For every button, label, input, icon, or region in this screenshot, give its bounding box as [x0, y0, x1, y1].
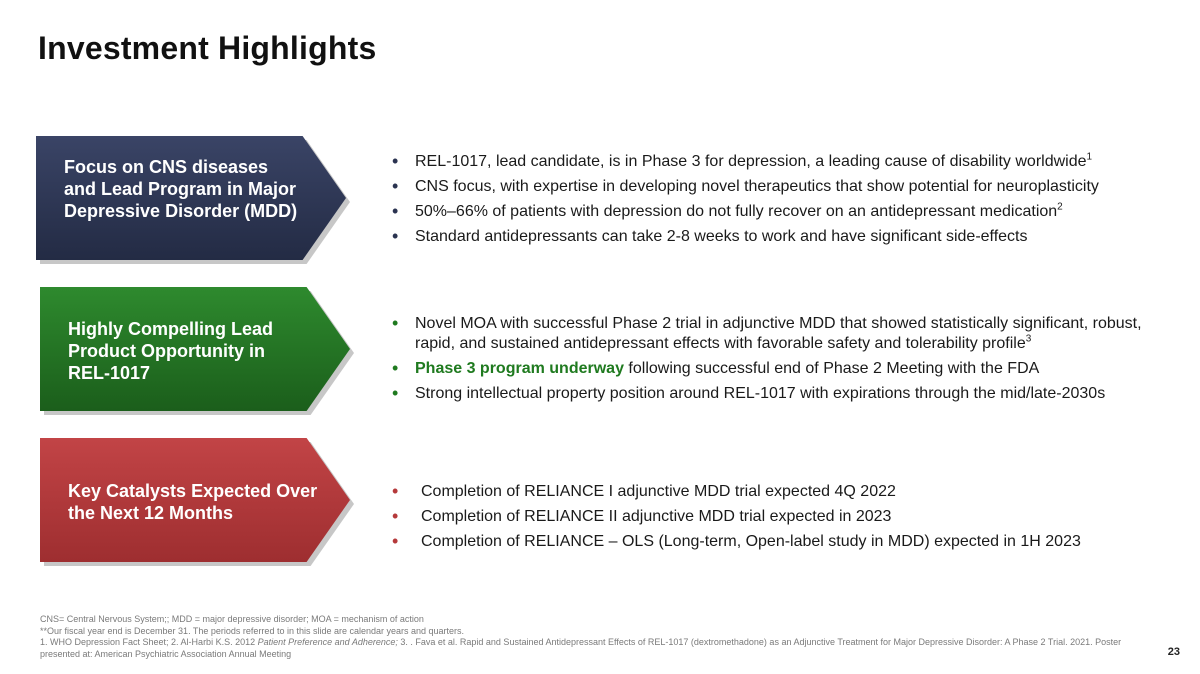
footnote-line: 1. WHO Depression Fact Sheet; 2. Al-Harbi K.S. 2012 Patient Preference and Adherence; 3. . Fava et al. Rapid and Sustained Antidepressant Effects of REL-1017 (dextromethadone) as an Adjunctive Treatment for Major Depressive Disorder: A Phase 2 Trial. 2021. Poster presented at: American Psychiatric Association Annual Meeting: [40, 637, 1122, 659]
bullet-item: • Phase 3 program underway following successful end of Phase 2 Meeting with the FDA: [392, 358, 1040, 378]
footnote-line: **Our fiscal year end is December 31. The periods referred to in this slide are calendar years and quarters.: [40, 625, 465, 636]
bullet-item: • Strong intellectual property position around REL-1017 with expirations through the mid/late-2030s: [392, 383, 1106, 403]
section-3-heading: Key Catalysts Expected Over the Next 12 Months: [68, 481, 318, 523]
bullet-item: • Novel MOA with successful Phase 2 trial in adjunctive MDD that showed statistically significant, robust, rapid, and sustained antidepressant effects with favorable safety and tolerability profile$^3$: [392, 313, 1142, 352]
bullet-item: • 50%–66% of patients with depression do not fully recover on an antidepressant medication$^2$: [392, 201, 1063, 221]
section-3-bullets: [390, 482, 1170, 557]
section-1-heading: Focus on CNS diseases and Lead Program in Major Depressive Disorder (MDD): [64, 157, 298, 221]
bullet-item: • Completion of RELIANCE II adjunctive MDD trial expected in 2023: [392, 506, 892, 526]
bullet-item: • Completion of RELIANCE I adjunctive MDD trial expected 4Q 2022: [392, 481, 896, 501]
footnote-line: CNS= Central Nervous System;; MDD = major depressive disorder; MOA = mechanism of action: [40, 614, 424, 624]
bullet-item: • REL-1017, lead candidate, is in Phase 3 for depression, a leading cause of disability worldwide$^1$: [392, 151, 1093, 171]
section-2-bullets: [390, 314, 1180, 409]
bullet-item: • Completion of RELIANCE – OLS (Long-term, Open-label study in MDD) expected in 1H 2023: [392, 531, 1081, 551]
bullet-item: • CNS focus, with expertise in developing novel therapeutics that show potential for neuroplasticity: [392, 176, 1099, 196]
footnotes: [40, 614, 1150, 660]
page-number: 23: [1167, 646, 1180, 658]
section-1-bullets: [390, 152, 1170, 252]
section-2-heading: Highly Compelling Lead Product Opportunity in REL-1017: [68, 319, 274, 383]
page-title: Investment Highlights: [38, 30, 377, 66]
bullet-item: • Standard antidepressants can take 2-8 weeks to work and have significant side-effects: [392, 226, 1028, 246]
